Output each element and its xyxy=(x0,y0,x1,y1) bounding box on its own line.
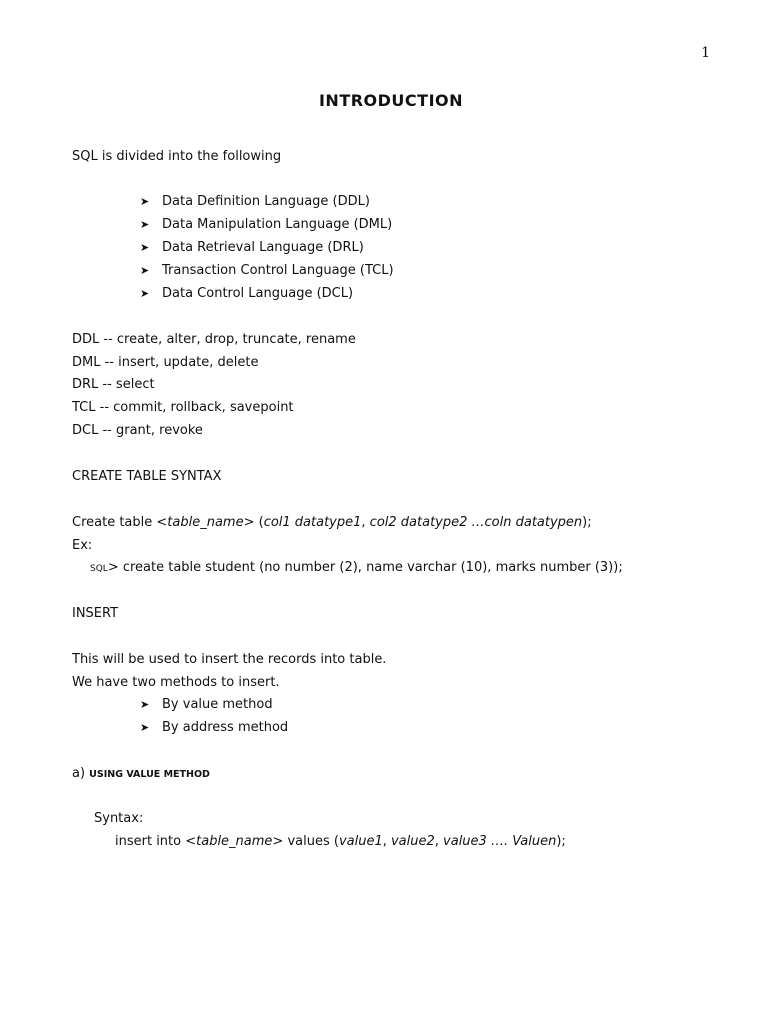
list-item xyxy=(140,286,353,301)
list-item-label: By address method xyxy=(162,720,289,735)
page-number: 1 xyxy=(701,45,710,61)
page-title: INTRODUCTION xyxy=(318,91,464,110)
arrow-bullet-icon: ➤ xyxy=(140,287,150,300)
arrow-bullet-icon: ➤ xyxy=(140,195,150,208)
list-item-label: Transaction Control Language (TCL) xyxy=(162,263,394,278)
list-item xyxy=(140,720,288,735)
arrow-bullet-icon: ➤ xyxy=(140,264,150,277)
list-item xyxy=(140,240,364,255)
insert-description: This will be used to insert the records into table. xyxy=(72,652,387,667)
command-line: DCL -- grant, revoke xyxy=(72,423,203,438)
section-heading: INSERT xyxy=(72,606,119,621)
command-line: DML -- insert, update, delete xyxy=(72,355,259,370)
list-item-label: Data Control Language (DCL) xyxy=(162,286,354,301)
list-item xyxy=(140,263,394,278)
arrow-bullet-icon: ➤ xyxy=(140,218,150,231)
list-item-label: Data Definition Language (DDL) xyxy=(162,194,370,209)
list-item xyxy=(140,194,370,209)
list-item xyxy=(140,697,273,712)
arrow-bullet-icon: ➤ xyxy=(140,698,150,711)
list-item-label: By value method xyxy=(162,697,273,712)
list-item-label: Data Retrieval Language (DRL) xyxy=(162,240,364,255)
example-label: Ex: xyxy=(72,538,93,553)
command-line: DRL -- select xyxy=(72,377,155,392)
command-line: TCL -- commit, rollback, savepoint xyxy=(72,400,294,415)
list-item-label: Data Manipulation Language (DML) xyxy=(162,217,393,232)
subsection-heading: a) USING VALUE METHOD xyxy=(72,766,210,781)
insert-description: We have two methods to insert. xyxy=(72,675,280,690)
list-item xyxy=(140,217,392,232)
intro-text: SQL is divided into the following xyxy=(72,149,282,164)
command-line: DDL -- create, alter, drop, truncate, rename xyxy=(72,332,356,347)
arrow-bullet-icon: ➤ xyxy=(140,241,150,254)
section-heading: CREATE TABLE SYNTAX xyxy=(72,469,222,484)
sql-prompt: SQL xyxy=(90,564,108,574)
arrow-bullet-icon: ➤ xyxy=(140,721,150,734)
insert-syntax: insert into <table_name> values (value1, value2, value3 …. Valuen); xyxy=(115,834,566,849)
syntax-label: Syntax: xyxy=(94,811,144,826)
create-syntax: Create table <table_name> (col1 datatype1, col2 datatype2 …coln datatypen); xyxy=(72,515,592,530)
create-example: SQL> create table student (no number (2), name varchar (10), marks number (3)); xyxy=(90,560,623,575)
